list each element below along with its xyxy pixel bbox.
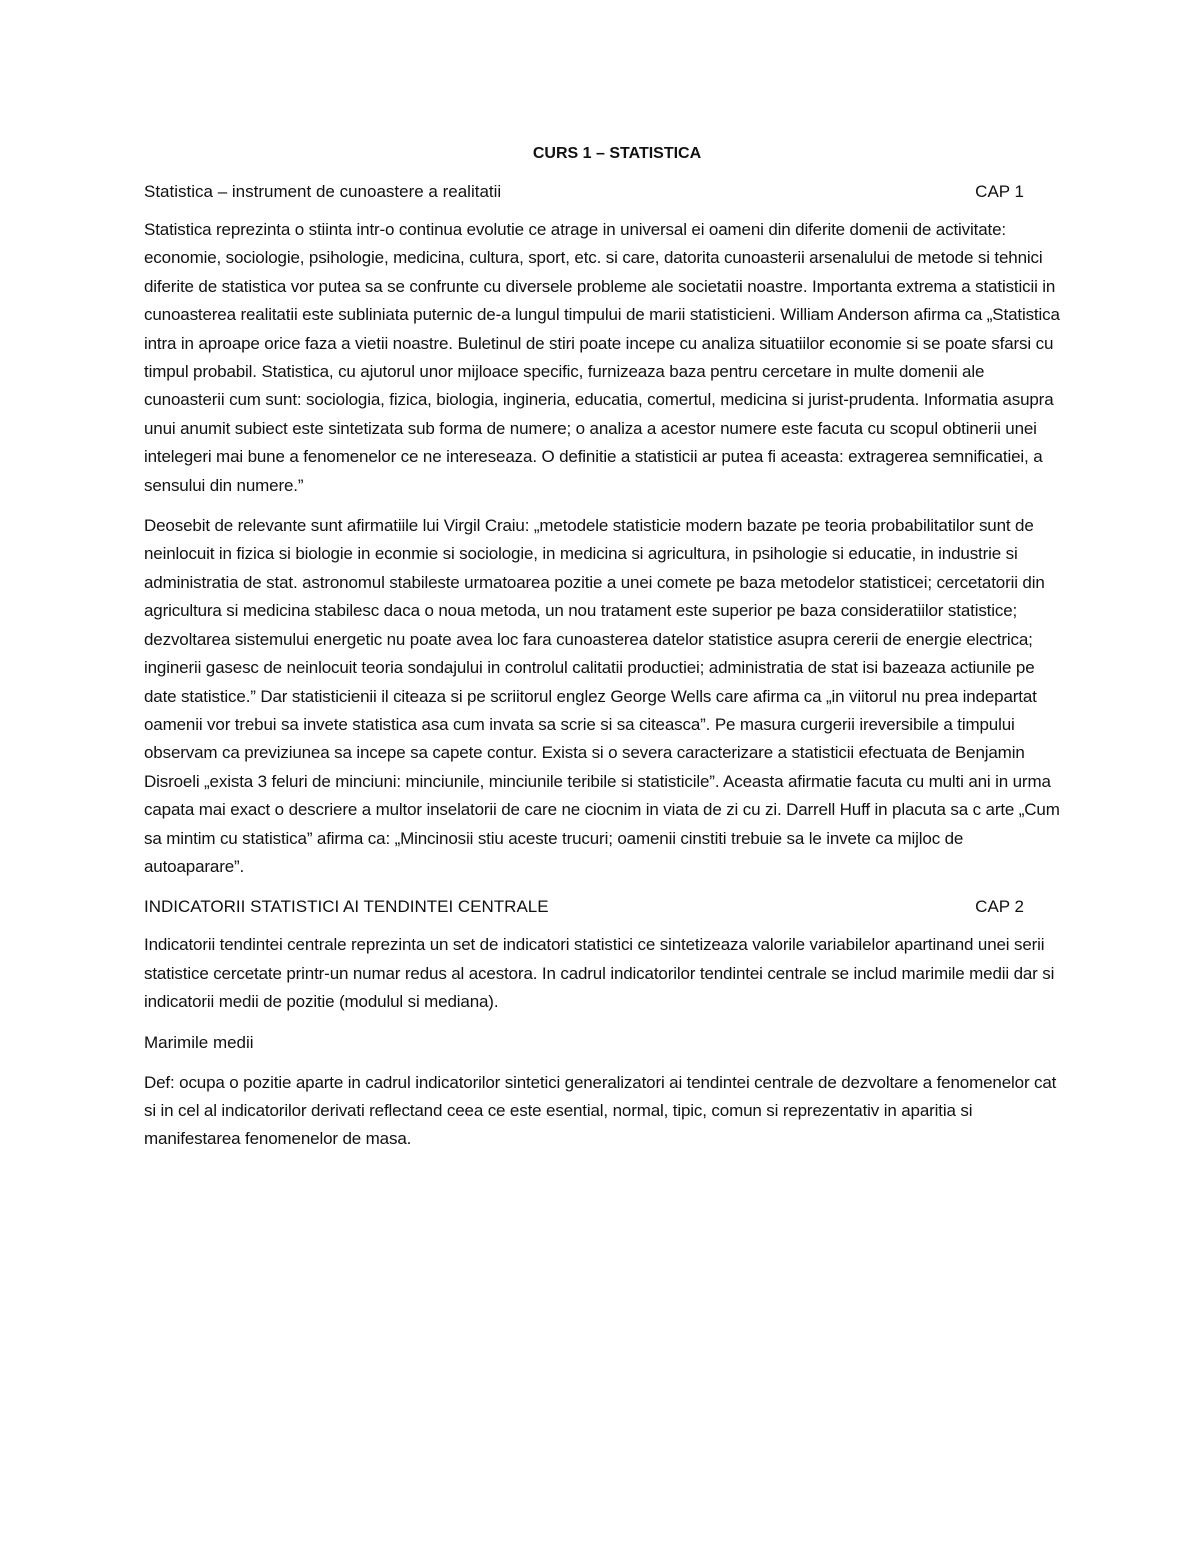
paragraph: Deosebit de relevante sunt afirmatiile lui Virgil Craiu: „metodele statisticie modern bazate pe teoria probabilitatilor sunt de neinlocuit in fizica si biologie in econmie si sociologie, in medicina si agricultura, in psihologie si educatie, in industrie si administratia de stat. astronomul stabileste urmatoarea pozitie a unei comete pe baza metodelor statisticei; cercetatorii din agricultura si medicina stabilesc daca o noua metoda, un nou tratament este superior pe baza consideratiilor statistice; dezvoltarea sistemului energetic nu poate avea loc fara cunoasterea datelor statistice asupra cererii de energie electrica; inginerii gasesc de neinlocuit teoria sondajului in controlul calitatii productiei; administratia de stat isi bazeaza actiunile pe date statistice.” Dar statisticienii il citeaza si pe scriitorul englez George Wells care afirma ca „in viitorul nu prea indepartat oamenii vor trebui sa invete statistica asa cum invata sa scrie si sa citeasca”. Pe masura curgerii ireversibile a timpului observam ca previziunea sa incepe sa capete contur. Exista si o severa caracterizare a statisticii efectuata de Benjamin Disroeli „exista 3 feluri de minciuni: minciunile, minciunile teribile si statisticile”. Aceasta afirmatie facuta cu multi ani in urma capata mai exact o descriere a multor inselatorii de care ne ciocnim in viata de zi cu zi. Darrell Huff in placuta sa c arte „Cum sa mintim cu statistica” afirma ca: „Mincinosii stiu aceste trucuri; oamenii cinstiti trebuie sa le invete ca mijloc de autoaparare”. — [144, 516, 1060, 876]
paragraph: Statistica reprezinta o stiinta intr-o continua evolutie ce atrage in universal ei oameni din diferite domenii de activitate: economie, sociologie, psihologie, medicina, cultura, sport, etc. si care, datorita cunoasterii arsenalului de metode si tehnici diferite de statistica vor putea sa se confrunte cu diversele probleme ale societatii noastre. Importanta extrema a statisticii in cunoasterea realitatii este subliniata puternic de-a lungul timpului de marii statisticieni. William Anderson afirma ca „Statistica intra in aproape orice faza a vietii noastre. Buletinul de stiri poate incepe cu analiza situatiilor economie si se poate sfarsi cu timpul probabil. Statistica, cu ajutorul unor mijloace specific, furnizeaza baza pentru cercetare in multe domenii ale cunoasterii cum sunt: sociologia, fizica, biologia, ingineria, educatia, comertul, medicina si jurist-prudenta. Informatia asupra unui anumit subiect este sintetizata sub forma de numere; o analiza a acestor numere este facuta cu scopul obtinerii unei intelegeri mai bune a fenomenelor ce ne intereseaza. O definitie a statisticii ar putea fi aceasta: extragerea semnificatiei, a sensului din numere.” — [144, 220, 1060, 495]
section-heading-row-2 — [144, 893, 1064, 921]
section-heading: INDICATORII STATISTICI AI TENDINTEI CENTRALE — [144, 897, 549, 917]
document-page — [144, 140, 1064, 1166]
subheading: Marimile medii — [144, 1032, 254, 1052]
chapter-label: CAP 2 — [975, 897, 1024, 917]
chapter-label: CAP 1 — [975, 182, 1024, 201]
document-title: CURS 1 – STATISTICA — [532, 145, 702, 162]
section-heading: Statistica – instrument de cunoastere a realitatii — [144, 182, 502, 201]
section-heading-row-1 — [144, 178, 1064, 206]
paragraph: Indicatorii tendintei centrale reprezinta un set de indicatori statistici ce sintetizeaza valorile variabilelor apartinand unei serii statistice cercetate printr-un numar redus al acestora. In cadrul indicatorilor tendintei centrale se includ marimile medii dar si indicatorii medii de pozitie (modulul si mediana). — [144, 935, 1055, 1012]
definition-paragraph: Def: ocupa o pozitie aparte in cadrul indicatorilor sintetici generalizatori ai tendintei centrale de dezvoltare a fenomenelor cat si in cel al indicatorilor derivati reflectand ceea ce este esential, normal, tipic, comun si reprezentativ in aparitia si manifestarea fenomenelor de masa. — [144, 1072, 1057, 1149]
